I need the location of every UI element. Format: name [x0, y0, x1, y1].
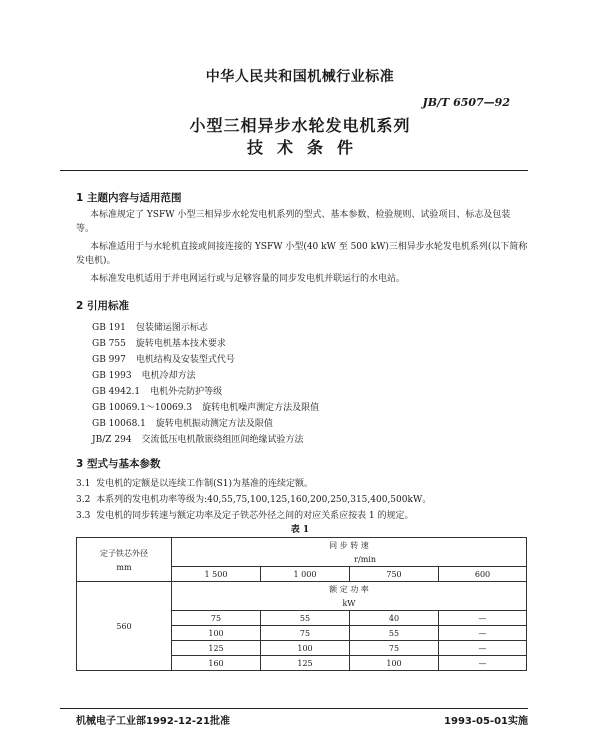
- clause-3-3: 3.3 发电机的同步转速与额定功率及定子铁芯外径之间的对应关系应按表 1 的规定。: [76, 511, 414, 521]
- table-cell: 55: [261, 611, 350, 626]
- speed-value: 600: [439, 567, 527, 582]
- table-cell: 160: [172, 656, 261, 671]
- document-subtitle: 技术条件: [246, 138, 367, 157]
- table-cell: 100: [350, 656, 439, 671]
- issuing-organization: 中华人民共和国机械行业标准: [205, 69, 395, 85]
- table-cell: —: [439, 656, 527, 671]
- table-cell: 40: [350, 611, 439, 626]
- table-cell: 100: [172, 626, 261, 641]
- table-cell: 75: [172, 611, 261, 626]
- power-unit: kW: [172, 596, 527, 611]
- section-2-heading: 2 引用标准: [76, 300, 129, 312]
- reference-item: GB 10068.1 旋转电机振动测定方法及限值: [92, 419, 273, 429]
- document-title: 小型三相异步水轮发电机系列: [189, 116, 411, 135]
- table-cell: 125: [172, 641, 261, 656]
- table-1: [76, 537, 527, 671]
- top-rule: [60, 170, 528, 171]
- speed-unit: r/min: [172, 552, 527, 567]
- table-cell: —: [439, 641, 527, 656]
- section-1-heading: 1 主题内容与适用范围: [76, 192, 182, 204]
- table-cell: —: [439, 626, 527, 641]
- reference-item: GB 10069.1～10069.3 旋转电机噪声测定方法及限值: [92, 403, 320, 413]
- reference-item: GB 1993 电机冷却方法: [92, 371, 196, 381]
- reference-item: GB 191 包装储运图示标志: [92, 323, 208, 333]
- speed-value: 750: [350, 567, 439, 582]
- table-cell: 75: [261, 626, 350, 641]
- clause-3-1: 3.1 发电机的定额是以连续工作制(S1)为基准的连续定额。: [76, 479, 313, 489]
- table-1-caption: 表 1: [290, 525, 310, 535]
- table-cell: —: [439, 611, 527, 626]
- reference-item: GB 997 电机结构及安装型式代号: [92, 355, 235, 365]
- implementation-date: 1993-05-01实施: [444, 716, 528, 727]
- section-1-paragraph-1: 本标准规定了 YSFW 小型三相异步水轮发电机系列的型式、基本参数、检验规则、试验项目、标志及包装等。: [76, 210, 511, 234]
- speed-value: 1 000: [261, 567, 350, 582]
- reference-item: JB/Z 294 交流低压电机散嵌绕组匝间绝缘试验方法: [92, 435, 304, 445]
- approval-date: 机械电子工业部1992-12-21批准: [76, 716, 230, 727]
- bottom-rule: [60, 708, 528, 709]
- table-cell: 100: [261, 641, 350, 656]
- section-1-paragraph-3: 本标准发电机适用于并电网运行或与足够容量的同步发电机并联运行的水电站。: [90, 274, 406, 284]
- reference-item: GB 755 旋转电机基本技术要求: [92, 339, 226, 349]
- power-label: 额 定 功 率: [172, 582, 527, 597]
- standard-number: JB/T 6507—92: [422, 96, 510, 109]
- speed-label: 同 步 转 速: [172, 538, 527, 553]
- row-header-cell: 定子铁芯外径 mm: [77, 538, 172, 582]
- section-1-paragraph-2: 本标准适用于与水轮机直接或间接连接的 YSFW 小型(40 kW 至 500 kW)三相异步水轮发电机系列(以下简称发电机)。: [76, 242, 528, 266]
- table-cell: 125: [261, 656, 350, 671]
- clause-3-2: 3.2 本系列的发电机功率等级为:40,55,75,100,125,160,200,250,315,400,500kW。: [76, 495, 432, 505]
- table-cell: 75: [350, 641, 439, 656]
- reference-item: GB 4942.1 电机外壳防护等级: [92, 387, 223, 397]
- diameter-cell: 560: [77, 582, 172, 671]
- table-cell: 55: [350, 626, 439, 641]
- speed-value: 1 500: [172, 567, 261, 582]
- section-3-heading: 3 型式与基本参数: [76, 458, 161, 470]
